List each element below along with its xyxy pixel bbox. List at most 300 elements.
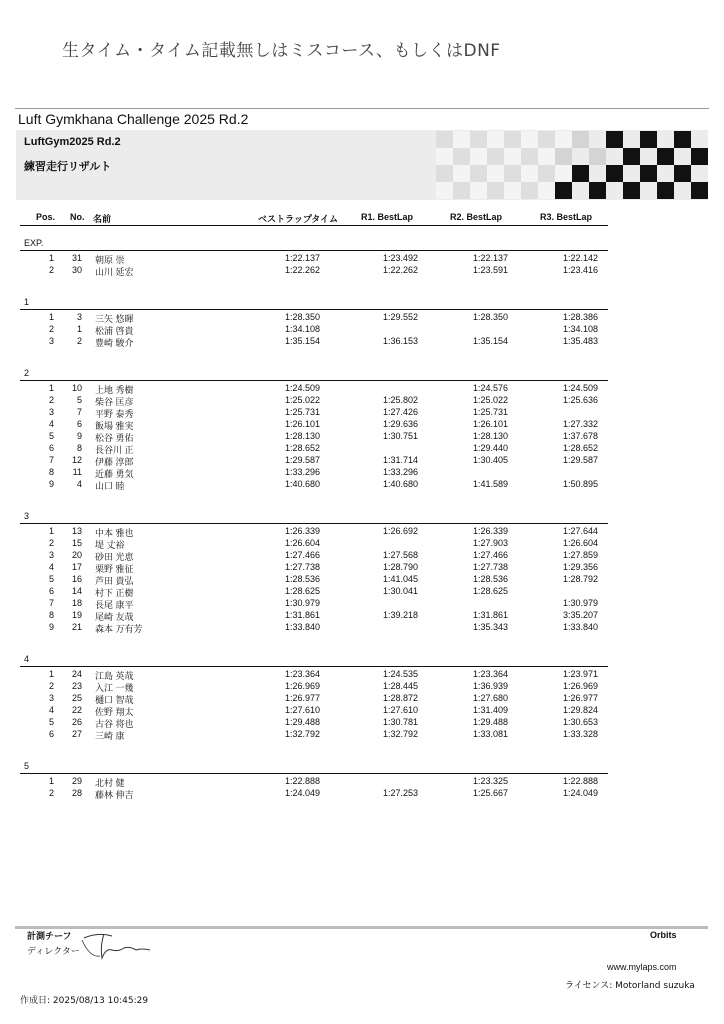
cell-no: 19 bbox=[71, 610, 82, 620]
group-label: 4 bbox=[24, 654, 30, 664]
table-row bbox=[0, 693, 724, 705]
cell-r1: 1:41.045 bbox=[382, 574, 418, 584]
cell-best: 1:34.108 bbox=[284, 324, 320, 334]
session-title: 練習走行リザルト bbox=[24, 160, 112, 173]
cell-no: 6 bbox=[76, 419, 82, 429]
cell-name: 江島 英哉 bbox=[95, 671, 134, 681]
cell-no: 17 bbox=[71, 562, 82, 572]
cell-r3: 1:28.652 bbox=[562, 443, 598, 453]
cell-r1: 1:33.296 bbox=[382, 467, 418, 477]
cell-r2: 1:27.680 bbox=[472, 693, 508, 703]
cell-best: 1:28.652 bbox=[284, 443, 320, 453]
table-row bbox=[0, 729, 724, 741]
cell-no: 29 bbox=[71, 776, 82, 786]
flag-square bbox=[487, 165, 504, 182]
cell-best: 1:27.738 bbox=[284, 562, 320, 572]
flag-square bbox=[589, 148, 606, 165]
cell-r1: 1:27.253 bbox=[382, 788, 418, 798]
header-rule bbox=[20, 225, 608, 226]
cell-r2: 1:26.101 bbox=[472, 419, 508, 429]
cell-best: 1:25.022 bbox=[284, 395, 320, 405]
cell-r2: 1:26.339 bbox=[472, 526, 508, 536]
license-text: ライセンス: Motorland suzuka bbox=[565, 981, 695, 991]
cell-no: 5 bbox=[76, 395, 82, 405]
cell-pos: 1 bbox=[48, 312, 54, 322]
cell-r2: 1:25.667 bbox=[472, 788, 508, 798]
event-banner bbox=[16, 130, 708, 200]
table-row bbox=[0, 324, 724, 336]
cell-best: 1:28.350 bbox=[284, 312, 320, 322]
flag-square bbox=[453, 165, 470, 182]
cell-no: 28 bbox=[71, 788, 82, 798]
flag-square bbox=[572, 131, 589, 148]
cell-no: 30 bbox=[71, 265, 82, 275]
table-row bbox=[0, 538, 724, 550]
cell-name: 朝原 崇 bbox=[95, 255, 125, 265]
group-rule bbox=[20, 380, 608, 381]
cell-best: 1:26.977 bbox=[284, 693, 320, 703]
table-row bbox=[0, 336, 724, 348]
cell-name: 松浦 啓貴 bbox=[95, 326, 134, 336]
cell-pos: 3 bbox=[48, 336, 54, 346]
cell-no: 1 bbox=[76, 324, 82, 334]
cell-r1: 1:31.714 bbox=[382, 455, 418, 465]
cell-no: 27 bbox=[71, 729, 82, 739]
flag-square bbox=[640, 131, 657, 148]
cell-name: 長谷川 正 bbox=[95, 445, 134, 455]
cell-name: 森本 万有芳 bbox=[95, 624, 143, 634]
cell-no: 14 bbox=[71, 586, 82, 596]
cell-r3: 1:23.971 bbox=[562, 669, 598, 679]
cell-r1: 1:30.781 bbox=[382, 717, 418, 727]
cell-pos: 1 bbox=[48, 776, 54, 786]
cell-r3: 1:29.587 bbox=[562, 455, 598, 465]
flag-square bbox=[504, 131, 521, 148]
group-rule bbox=[20, 250, 608, 251]
cell-name: 入江 一幾 bbox=[95, 683, 134, 693]
cell-no: 9 bbox=[76, 431, 82, 441]
cell-r1: 1:29.552 bbox=[382, 312, 418, 322]
table-row bbox=[0, 407, 724, 419]
flag-square bbox=[674, 131, 691, 148]
flag-square bbox=[623, 148, 640, 165]
cell-best: 1:29.587 bbox=[284, 455, 320, 465]
table-row bbox=[0, 526, 724, 538]
col-no: No. bbox=[70, 212, 85, 222]
flag-square bbox=[436, 148, 453, 165]
table-row bbox=[0, 419, 724, 431]
checkered-flag-icon bbox=[436, 130, 708, 200]
cell-no: 26 bbox=[71, 717, 82, 727]
table-row bbox=[0, 395, 724, 407]
cell-best: 1:24.509 bbox=[284, 383, 320, 393]
cell-r2: 1:22.137 bbox=[472, 253, 508, 263]
flag-square bbox=[674, 165, 691, 182]
flag-square bbox=[657, 148, 674, 165]
cell-name: 近藤 勇気 bbox=[95, 469, 134, 479]
cell-r3: 1:34.108 bbox=[562, 324, 598, 334]
cell-pos: 4 bbox=[48, 705, 54, 715]
mylaps-url: www.mylaps.com bbox=[607, 962, 677, 972]
flag-square bbox=[521, 182, 538, 199]
cell-r3: 1:27.332 bbox=[562, 419, 598, 429]
cell-r3: 1:27.644 bbox=[562, 526, 598, 536]
table-row bbox=[0, 550, 724, 562]
cell-r3: 1:24.049 bbox=[562, 788, 598, 798]
cell-pos: 5 bbox=[48, 431, 54, 441]
header-divider bbox=[15, 108, 709, 109]
cell-name: 中本 雅也 bbox=[95, 528, 134, 538]
cell-no: 15 bbox=[71, 538, 82, 548]
cell-r2: 1:27.466 bbox=[472, 550, 508, 560]
cell-r2: 1:28.130 bbox=[472, 431, 508, 441]
col-name: 名前 bbox=[93, 214, 112, 224]
cell-pos: 2 bbox=[48, 681, 54, 691]
cell-no: 22 bbox=[71, 705, 82, 715]
cell-r1: 1:27.426 bbox=[382, 407, 418, 417]
cell-pos: 3 bbox=[48, 693, 54, 703]
cell-best: 1:22.262 bbox=[284, 265, 320, 275]
cell-pos: 2 bbox=[48, 395, 54, 405]
cell-name: 山口 睦 bbox=[95, 481, 125, 491]
cell-name: 古谷 将也 bbox=[95, 719, 134, 729]
cell-pos: 1 bbox=[48, 526, 54, 536]
flag-square bbox=[555, 182, 572, 199]
cell-best: 1:26.339 bbox=[284, 526, 320, 536]
flag-square bbox=[521, 131, 538, 148]
cell-r1: 1:30.751 bbox=[382, 431, 418, 441]
cell-r2: 1:27.738 bbox=[472, 562, 508, 572]
cell-r1: 1:40.680 bbox=[382, 479, 418, 489]
cell-no: 23 bbox=[71, 681, 82, 691]
cell-best: 1:33.296 bbox=[284, 467, 320, 477]
table-row bbox=[0, 265, 724, 277]
flag-square bbox=[606, 131, 623, 148]
table-row bbox=[0, 622, 724, 634]
flag-square bbox=[453, 148, 470, 165]
cell-r2: 1:35.343 bbox=[472, 622, 508, 632]
cell-pos: 7 bbox=[48, 455, 54, 465]
cell-name: 飯場 雅実 bbox=[95, 421, 134, 431]
cell-r2: 1:33.081 bbox=[472, 729, 508, 739]
cell-r3: 1:29.824 bbox=[562, 705, 598, 715]
cell-r1: 1:39.218 bbox=[382, 610, 418, 620]
cell-pos: 2 bbox=[48, 788, 54, 798]
cell-r2: 1:30.405 bbox=[472, 455, 508, 465]
flag-square bbox=[572, 165, 589, 182]
cell-best: 1:31.861 bbox=[284, 610, 320, 620]
cell-r3: 1:26.969 bbox=[562, 681, 598, 691]
cell-no: 3 bbox=[76, 312, 82, 322]
cell-r3: 1:24.509 bbox=[562, 383, 598, 393]
cell-r2: 1:24.576 bbox=[472, 383, 508, 393]
cell-r3: 1:30.653 bbox=[562, 717, 598, 727]
cell-no: 18 bbox=[71, 598, 82, 608]
cell-pos: 4 bbox=[48, 562, 54, 572]
group-rule bbox=[20, 523, 608, 524]
group-label: EXP. bbox=[24, 238, 44, 248]
cell-name: 三矢 悠暉 bbox=[95, 314, 134, 324]
flag-square bbox=[453, 182, 470, 199]
flag-square bbox=[487, 148, 504, 165]
cell-r3: 1:26.604 bbox=[562, 538, 598, 548]
cell-pos: 9 bbox=[48, 479, 54, 489]
flag-square bbox=[538, 131, 555, 148]
director-label: ディレクター bbox=[27, 947, 80, 957]
cell-r3: 3:35.207 bbox=[562, 610, 598, 620]
cell-r2: 1:25.731 bbox=[472, 407, 508, 417]
cell-name: 樋口 智哉 bbox=[95, 695, 134, 705]
cell-name: 長尾 康平 bbox=[95, 600, 134, 610]
flag-square bbox=[538, 182, 555, 199]
cell-no: 13 bbox=[71, 526, 82, 536]
flag-square bbox=[640, 165, 657, 182]
cell-r2: 1:28.350 bbox=[472, 312, 508, 322]
cell-r2: 1:27.903 bbox=[472, 538, 508, 548]
cell-best: 1:22.137 bbox=[284, 253, 320, 263]
flag-square bbox=[555, 148, 572, 165]
table-row bbox=[0, 479, 724, 491]
group-label: 5 bbox=[24, 761, 30, 771]
cell-r3: 1:28.792 bbox=[562, 574, 598, 584]
cell-best: 1:26.101 bbox=[284, 419, 320, 429]
cell-r2: 1:41.589 bbox=[472, 479, 508, 489]
event-subtitle: LuftGym2025 Rd.2 bbox=[24, 136, 121, 148]
cell-no: 4 bbox=[76, 479, 82, 489]
cell-r3: 1:22.142 bbox=[562, 253, 598, 263]
cell-best: 1:26.604 bbox=[284, 538, 320, 548]
cell-name: 豊崎 駿介 bbox=[95, 338, 134, 348]
cell-r3: 1:35.483 bbox=[562, 336, 598, 346]
cell-pos: 2 bbox=[48, 324, 54, 334]
cell-no: 16 bbox=[71, 574, 82, 584]
cell-r1: 1:36.153 bbox=[382, 336, 418, 346]
cell-pos: 1 bbox=[48, 253, 54, 263]
cell-r1: 1:28.872 bbox=[382, 693, 418, 703]
cell-name: 栗野 雅征 bbox=[95, 564, 134, 574]
cell-best: 1:28.625 bbox=[284, 586, 320, 596]
flag-square bbox=[606, 165, 623, 182]
cell-pos: 8 bbox=[48, 610, 54, 620]
cell-r2: 1:28.625 bbox=[472, 586, 508, 596]
cell-r3: 1:50.895 bbox=[562, 479, 598, 489]
flag-square bbox=[555, 165, 572, 182]
flag-square bbox=[504, 182, 521, 199]
cell-name: 尾崎 友哉 bbox=[95, 612, 134, 622]
table-row bbox=[0, 312, 724, 324]
dnf-note: 生タイム・タイム記載無しはミスコース、もしくはDNF bbox=[62, 41, 501, 61]
cell-r1: 1:26.692 bbox=[382, 526, 418, 536]
cell-r3: 1:28.386 bbox=[562, 312, 598, 322]
flag-square bbox=[623, 182, 640, 199]
cell-r2: 1:31.409 bbox=[472, 705, 508, 715]
flag-square bbox=[436, 182, 453, 199]
cell-r1: 1:24.535 bbox=[382, 669, 418, 679]
col-r2: R2. BestLap bbox=[450, 212, 503, 222]
cell-pos: 5 bbox=[48, 574, 54, 584]
flag-square bbox=[538, 148, 555, 165]
flag-square bbox=[555, 131, 572, 148]
flag-square bbox=[436, 131, 453, 148]
flag-square bbox=[470, 165, 487, 182]
cell-name: 柴谷 匡彦 bbox=[95, 397, 134, 407]
cell-best: 1:29.488 bbox=[284, 717, 320, 727]
table-row bbox=[0, 598, 724, 610]
table-row bbox=[0, 681, 724, 693]
flag-square bbox=[470, 148, 487, 165]
cell-pos: 1 bbox=[48, 383, 54, 393]
cell-pos: 4 bbox=[48, 419, 54, 429]
flag-square bbox=[470, 182, 487, 199]
cell-name: 平野 泰秀 bbox=[95, 409, 134, 419]
cell-pos: 6 bbox=[48, 443, 54, 453]
cell-pos: 2 bbox=[48, 538, 54, 548]
cell-r2: 1:28.536 bbox=[472, 574, 508, 584]
cell-r1: 1:30.041 bbox=[382, 586, 418, 596]
cell-r1: 1:27.610 bbox=[382, 705, 418, 715]
created-date: 作成日: 2025/08/13 10:45:29 bbox=[20, 996, 149, 1006]
cell-r1: 1:32.792 bbox=[382, 729, 418, 739]
cell-no: 7 bbox=[76, 407, 82, 417]
cell-no: 10 bbox=[71, 383, 82, 393]
cell-r3: 1:37.678 bbox=[562, 431, 598, 441]
cell-r1: 1:29.636 bbox=[382, 419, 418, 429]
cell-no: 24 bbox=[71, 669, 82, 679]
cell-name: 伊藤 淳郎 bbox=[95, 457, 134, 467]
flag-square bbox=[504, 148, 521, 165]
cell-name: 芦田 貴弘 bbox=[95, 576, 134, 586]
table-row bbox=[0, 443, 724, 455]
cell-r2: 1:29.440 bbox=[472, 443, 508, 453]
flag-square bbox=[521, 148, 538, 165]
cell-best: 1:23.364 bbox=[284, 669, 320, 679]
cell-r2: 1:31.861 bbox=[472, 610, 508, 620]
flag-square bbox=[436, 165, 453, 182]
cell-best: 1:28.536 bbox=[284, 574, 320, 584]
cell-pos: 5 bbox=[48, 717, 54, 727]
signature-icon bbox=[78, 928, 158, 962]
col-r3: R3. BestLap bbox=[540, 212, 593, 222]
cell-no: 2 bbox=[76, 336, 82, 346]
cell-pos: 6 bbox=[48, 586, 54, 596]
cell-r1: 1:28.445 bbox=[382, 681, 418, 691]
table-row bbox=[0, 717, 724, 729]
cell-r3: 1:29.356 bbox=[562, 562, 598, 572]
col-r1: R1. BestLap bbox=[361, 212, 414, 222]
flag-square bbox=[521, 165, 538, 182]
table-row bbox=[0, 669, 724, 681]
cell-no: 21 bbox=[71, 622, 82, 632]
cell-r3: 1:25.636 bbox=[562, 395, 598, 405]
cell-best: 1:26.969 bbox=[284, 681, 320, 691]
cell-r1: 1:25.802 bbox=[382, 395, 418, 405]
group-label: 1 bbox=[24, 297, 30, 307]
page-title: Luft Gymkhana Challenge 2025 Rd.2 bbox=[18, 111, 249, 127]
cell-no: 11 bbox=[72, 467, 82, 477]
cell-name: 三崎 康 bbox=[95, 731, 125, 741]
cell-best: 1:27.466 bbox=[284, 550, 320, 560]
cell-name: 山川 延宏 bbox=[95, 267, 134, 277]
table-row bbox=[0, 776, 724, 788]
column-headers bbox=[0, 212, 724, 226]
cell-best: 1:40.680 bbox=[284, 479, 320, 489]
cell-r2: 1:23.325 bbox=[472, 776, 508, 786]
cell-name: 藤林 伸吉 bbox=[95, 790, 134, 800]
table-row bbox=[0, 574, 724, 586]
flag-square bbox=[453, 131, 470, 148]
cell-r2: 1:35.154 bbox=[472, 336, 508, 346]
cell-r3: 1:30.979 bbox=[562, 598, 598, 608]
cell-r2: 1:23.364 bbox=[472, 669, 508, 679]
cell-name: 砂田 光恵 bbox=[95, 552, 134, 562]
col-best: ベストラップタイム bbox=[258, 214, 339, 224]
table-row bbox=[0, 586, 724, 598]
cell-name: 北村 健 bbox=[95, 778, 125, 788]
cell-r1: 1:28.790 bbox=[382, 562, 418, 572]
cell-pos: 6 bbox=[48, 729, 54, 739]
cell-no: 25 bbox=[71, 693, 82, 703]
cell-r2: 1:29.488 bbox=[472, 717, 508, 727]
cell-name: 佐野 翔太 bbox=[95, 707, 134, 717]
flag-square bbox=[538, 165, 555, 182]
cell-best: 1:24.049 bbox=[284, 788, 320, 798]
table-row bbox=[0, 455, 724, 467]
cell-r3: 1:27.859 bbox=[562, 550, 598, 560]
cell-no: 20 bbox=[71, 550, 82, 560]
cell-best: 1:27.610 bbox=[284, 705, 320, 715]
cell-best: 1:22.888 bbox=[284, 776, 320, 786]
cell-pos: 2 bbox=[48, 265, 54, 275]
table-row bbox=[0, 383, 724, 395]
flag-square bbox=[589, 182, 606, 199]
cell-no: 12 bbox=[71, 455, 82, 465]
flag-square bbox=[657, 182, 674, 199]
col-pos: Pos. bbox=[36, 212, 56, 222]
table-row bbox=[0, 610, 724, 622]
cell-no: 31 bbox=[71, 253, 82, 263]
cell-no: 8 bbox=[76, 443, 82, 453]
cell-r1: 1:22.262 bbox=[382, 265, 418, 275]
flag-square bbox=[470, 131, 487, 148]
group-label: 2 bbox=[24, 368, 30, 378]
cell-r2: 1:23.591 bbox=[472, 265, 508, 275]
cell-r2: 1:25.022 bbox=[472, 395, 508, 405]
cell-pos: 1 bbox=[48, 669, 54, 679]
table-row bbox=[0, 467, 724, 479]
table-row bbox=[0, 562, 724, 574]
flag-square bbox=[487, 131, 504, 148]
flag-square bbox=[504, 165, 521, 182]
cell-pos: 9 bbox=[48, 622, 54, 632]
cell-pos: 3 bbox=[48, 407, 54, 417]
cell-pos: 7 bbox=[48, 598, 54, 608]
flag-square bbox=[691, 182, 708, 199]
table-row bbox=[0, 253, 724, 265]
cell-pos: 3 bbox=[48, 550, 54, 560]
cell-r2: 1:36.939 bbox=[472, 681, 508, 691]
cell-best: 1:30.979 bbox=[284, 598, 320, 608]
cell-r3: 1:22.888 bbox=[562, 776, 598, 786]
cell-name: 上地 秀樹 bbox=[95, 385, 134, 395]
cell-best: 1:32.792 bbox=[284, 729, 320, 739]
cell-name: 松谷 勇佑 bbox=[95, 433, 134, 443]
cell-name: 村下 正樹 bbox=[95, 588, 134, 598]
group-rule bbox=[20, 773, 608, 774]
table-row bbox=[0, 431, 724, 443]
group-label: 3 bbox=[24, 511, 30, 521]
cell-r3: 1:33.328 bbox=[562, 729, 598, 739]
timing-chief-label: 計測チーフ bbox=[27, 932, 72, 942]
